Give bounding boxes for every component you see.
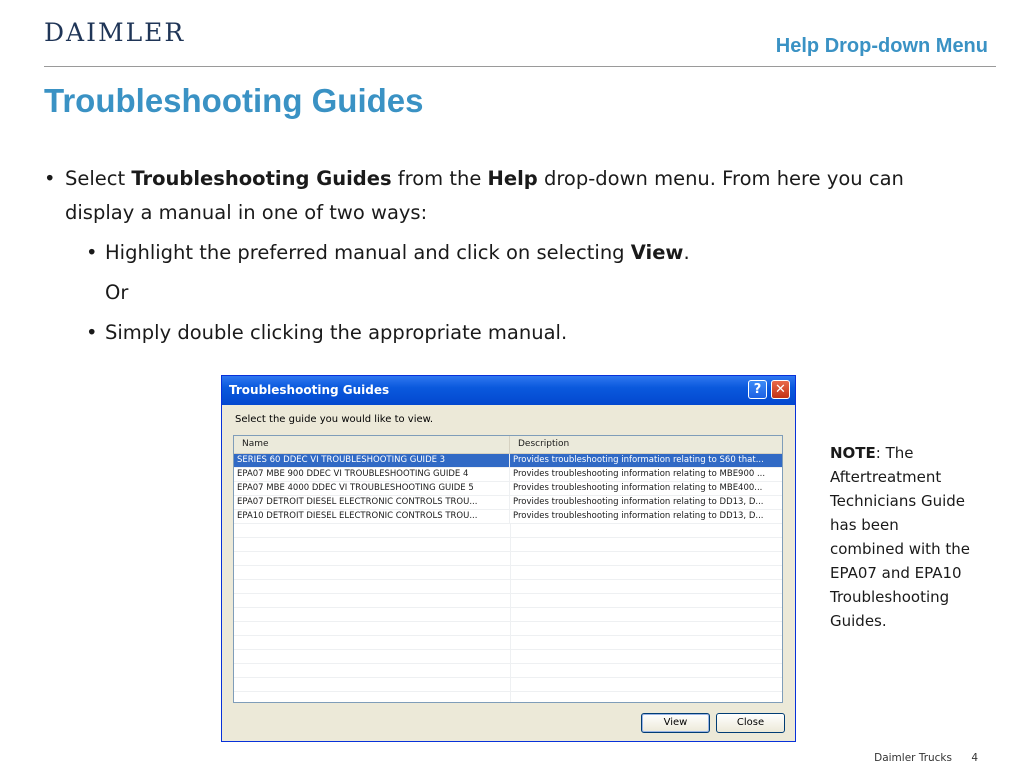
bullet-select-guides (44, 162, 974, 230)
empty-grid-row (234, 594, 782, 608)
page-number: 4 (971, 752, 978, 764)
close-icon[interactable]: ✕ (771, 380, 790, 399)
troubleshooting-guides-dialog (221, 375, 796, 742)
item-name: EPA07 DETROIT DIESEL ELECTRONIC CONTROLS TROU... (234, 496, 510, 509)
bullet-dot: • (86, 241, 98, 264)
item-description: Provides troubleshooting information relating to DD13, D... (513, 497, 764, 507)
bold-run: Troubleshooting Guides (131, 167, 392, 190)
page-title: Troubleshooting Guides (44, 82, 424, 119)
text-run: drop-down menu. From here you can display a manual in one of two ways: (65, 167, 904, 224)
help-icon[interactable]: ? (748, 380, 767, 399)
note-body: : The Aftertreatment Technicians Guide has been combined with the EPA07 and EPA10 Troubleshooting Guides. (830, 444, 970, 630)
bold-run: View (630, 241, 684, 264)
note-label: NOTE (830, 444, 876, 462)
item-description: Provides troubleshooting information relating to MBE400... (513, 483, 763, 493)
column-header-name[interactable]: Name (234, 436, 510, 453)
empty-grid-row (234, 552, 782, 566)
item-description: Provides troubleshooting information relating to S60 that... (510, 454, 782, 467)
item-description: Provides troubleshooting information relating to DD13, D... (513, 511, 764, 521)
footer-brand: Daimler Trucks (874, 752, 952, 764)
text-run: . (683, 241, 690, 264)
item-name: EPA07 MBE 4000 DDEC VI TROUBLESHOOTING GUIDE 5 (234, 482, 510, 495)
view-button[interactable]: View (641, 713, 710, 733)
empty-grid-row (234, 566, 782, 580)
empty-grid-row (234, 622, 782, 636)
list-header (234, 436, 782, 454)
list-item[interactable] (234, 468, 782, 482)
item-description: Provides troubleshooting information relating to MBE900 ... (513, 469, 766, 479)
empty-grid-row (234, 664, 782, 678)
list-item[interactable] (234, 510, 782, 524)
guide-list[interactable] (233, 435, 783, 703)
item-name: EPA07 MBE 900 DDEC VI TROUBLESHOOTING GUIDE 4 (234, 468, 510, 481)
bullet-double-click (44, 316, 974, 350)
dialog-prompt: Select the guide you would like to view. (235, 414, 434, 425)
empty-grid-row (234, 524, 782, 538)
item-name: EPA10 DETROIT DIESEL ELECTRONIC CONTROLS TROU... (234, 510, 510, 523)
list-item[interactable] (234, 496, 782, 510)
list-item[interactable] (234, 482, 782, 496)
text-run: Simply double clicking the appropriate manual. (105, 321, 568, 344)
text-run: Highlight the preferred manual and click on selecting (105, 241, 631, 264)
dialog-title: Troubleshooting Guides (229, 383, 390, 397)
close-button[interactable]: Close (716, 713, 785, 733)
bullet-dot: • (86, 321, 98, 344)
header-divider (44, 66, 996, 67)
empty-grid-row (234, 580, 782, 594)
empty-grid-row (234, 538, 782, 552)
list-item[interactable] (234, 454, 782, 468)
empty-rows (234, 524, 782, 703)
dialog-titlebar[interactable] (222, 376, 795, 405)
text-run: Select (65, 167, 132, 190)
bold-run: Help (487, 167, 538, 190)
empty-grid-row (234, 636, 782, 650)
note-text (830, 441, 970, 633)
empty-grid-row (234, 692, 782, 703)
body-text (44, 162, 974, 350)
empty-grid-row (234, 608, 782, 622)
empty-grid-row (234, 650, 782, 664)
empty-grid-row (234, 678, 782, 692)
column-header-description[interactable]: Description (518, 439, 570, 449)
text-run: from the (391, 167, 488, 190)
bullet-dot: • (44, 167, 56, 190)
bullet-highlight-view (44, 236, 974, 270)
or-text: Or (105, 281, 129, 304)
daimler-logo: DAIMLER (44, 18, 186, 47)
item-name: SERIES 60 DDEC VI TROUBLESHOOTING GUIDE 3 (234, 454, 510, 467)
section-title: Help Drop-down Menu (775, 35, 988, 57)
